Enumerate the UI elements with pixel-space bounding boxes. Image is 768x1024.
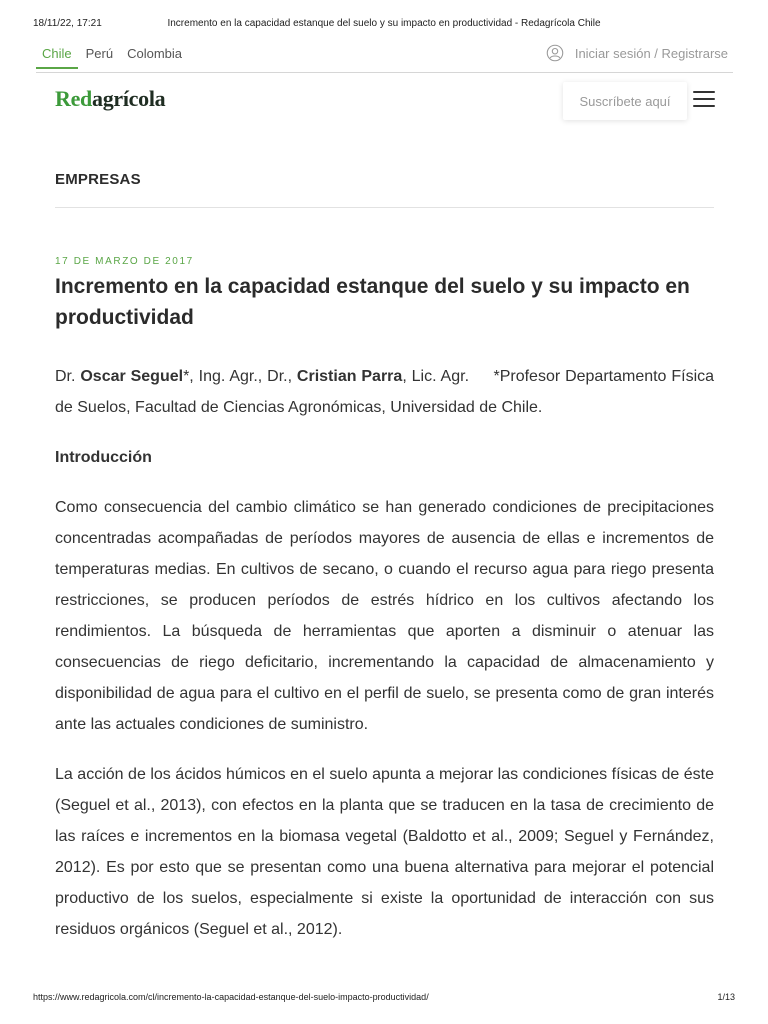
logo-agricola: agrícola <box>92 86 166 111</box>
country-tabs <box>36 40 190 73</box>
article-paragraph-2: La acción de los ácidos húmicos en el suelo apunta a mejorar las condiciones físicas de éste (Seguel et al., 2013), con efectos en la planta que se traducen en la tasa de crecimiento de las raíces e incrementos en la biomasa vegetal (Baldotto et al., 2009; Seguel y Fernández, 2012). Es por esto que se presentan como una buena alternativa para mejorar el potencial productivo de los suelos, especialmente si existe la oportunidad de interacción con sus residuos orgánicos (Seguel et al., 2012). <box>55 766 714 938</box>
hamburger-menu-icon[interactable] <box>693 91 715 109</box>
authors-text-2: *, Ing. Agr., Dr., <box>183 368 297 385</box>
print-timestamp: 18/11/22, 17:21 <box>33 18 102 29</box>
author-name-2: Cristian Parra <box>296 368 403 385</box>
article-authors <box>55 361 719 423</box>
authors-text-3: , Lic. Agr. *Profesor Departamento Física de Suelos, Facultad de Ciencias Agronómicas, Universidad de Chile. <box>55 368 719 416</box>
section-divider <box>55 207 714 208</box>
author-name-1: Oscar Seguel <box>80 368 184 385</box>
print-page-number: 1/13 <box>717 992 735 1002</box>
country-tab-chile[interactable]: Chile <box>36 40 78 69</box>
article-heading-intro: Introducción <box>55 449 152 466</box>
article-body <box>55 361 719 964</box>
print-header <box>33 18 735 32</box>
login-register-label: Iniciar sesión / Registrarse <box>574 45 728 61</box>
brand-bar <box>55 82 715 122</box>
section-label[interactable]: EMPRESAS <box>55 171 141 188</box>
print-footer <box>33 992 735 1006</box>
article-paragraph-1: Como consecuencia del cambio climático se han generado condiciones de precipitaciones concentradas acompañadas de períodos mayores de ausencia de ellas e incrementos de temperaturas medias. En cultivos de secano, o cuando el recurso agua para riego presenta restricciones, se producen períodos de estrés hídrico en los cultivos afectando los rendimientos. La búsqueda de herramientas que aporten a disminuir o atenuar las consecuencias de riego deficitario, incrementando la capacidad de almacenamiento y disponibilidad de agua para el cultivo en el perfil de suelo, se presenta como de gran interés ante las actuales condiciones de suministro. <box>55 499 714 733</box>
login-register-link[interactable] <box>546 44 728 62</box>
print-page-title: Incremento en la capacidad estanque del suelo y su impacto en productividad - Redagrícola Chile <box>167 18 601 29</box>
authors-text-1: Dr. <box>55 368 81 385</box>
print-url: https://www.redagricola.com/cl/incremento-la-capacidad-estanque-del-suelo-impacto-productividad/ <box>33 992 429 1002</box>
article-date: 17 DE MARZO DE 2017 <box>55 256 194 267</box>
subscribe-button[interactable]: Suscríbete aquí <box>563 82 687 120</box>
logo-red: Red <box>55 86 92 111</box>
article-title: Incremento en la capacidad estanque del suelo y su impacto en productividad <box>55 275 690 329</box>
country-tab-peru[interactable]: Perú <box>85 46 114 61</box>
country-tab-colombia[interactable]: Colombia <box>127 46 183 61</box>
site-logo[interactable] <box>55 86 165 112</box>
user-circle-icon <box>546 44 564 62</box>
country-topbar <box>36 40 733 73</box>
